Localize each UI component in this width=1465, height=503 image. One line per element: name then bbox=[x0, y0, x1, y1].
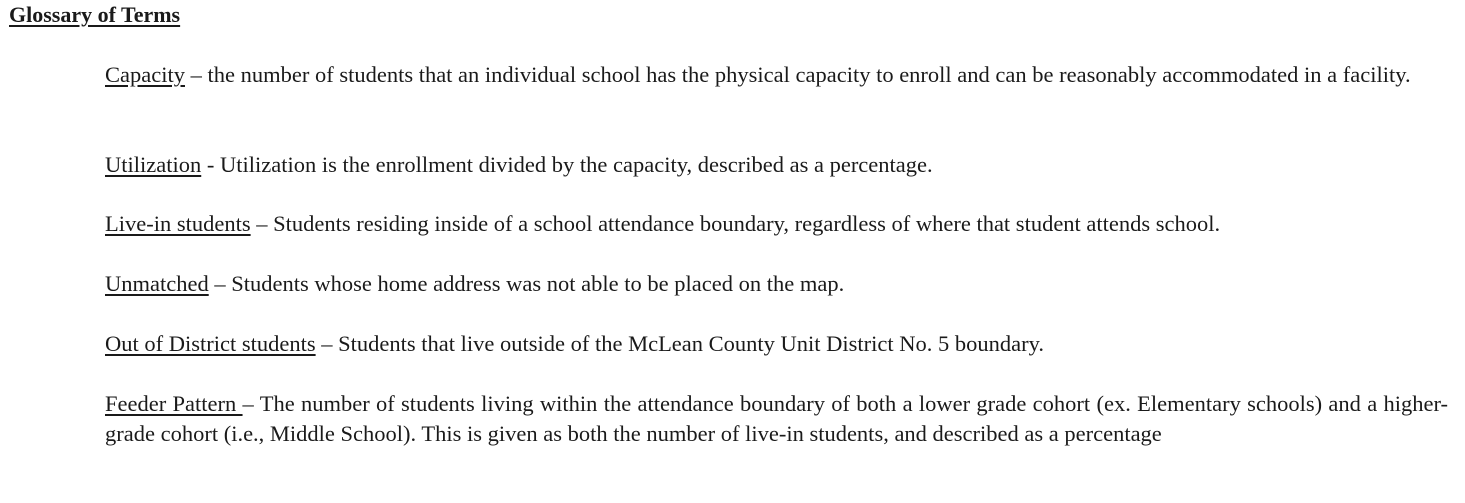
term-capacity: Capacity bbox=[105, 62, 185, 87]
separator: - bbox=[201, 152, 220, 177]
term-out-of-district-students: Out of District students bbox=[105, 331, 316, 356]
term-unmatched: Unmatched bbox=[105, 271, 209, 296]
glossary-entry-out-of-district-students bbox=[105, 329, 1448, 359]
glossary-entry-live-in-students bbox=[105, 209, 1448, 239]
glossary-entry-feeder-pattern bbox=[105, 389, 1448, 449]
definition-out-of-district-students: Students that live outside of the McLean County Unit District No. 5 boundary. bbox=[338, 331, 1045, 356]
definition-capacity: the number of students that an individual school has the physical capacity to enroll and can be reasonably accommodated in a facility. bbox=[207, 62, 1411, 87]
term-live-in-students: Live-in students bbox=[105, 211, 251, 236]
separator: – bbox=[208, 271, 232, 296]
definition-live-in-students: Students residing inside of a school attendance boundary, regardless of where that student attends school. bbox=[273, 211, 1221, 236]
glossary-entry-unmatched bbox=[105, 269, 1448, 299]
term-utilization: Utilization bbox=[105, 152, 202, 177]
definition-feeder-pattern: The number of students living within the attendance boundary of both a lower grade cohort (ex. Elementary schools) and a higher-grade cohort (i.e., Middle School). This is given as both the number of live-in students, and described as a percentage bbox=[105, 391, 1449, 446]
definition-utilization: Utilization is the enrollment divided by the capacity, described as a percentage. bbox=[219, 152, 933, 177]
separator: – bbox=[242, 391, 260, 416]
separator: – bbox=[315, 331, 339, 356]
separator: – bbox=[184, 62, 208, 87]
definition-unmatched: Students whose home address was not able to be placed on the map. bbox=[231, 271, 845, 296]
glossary-heading: Glossary of Terms bbox=[9, 2, 181, 27]
glossary-entry-utilization bbox=[105, 150, 1448, 180]
glossary-entry-capacity bbox=[105, 60, 1448, 90]
separator: – bbox=[250, 211, 274, 236]
term-feeder-pattern: Feeder Pattern bbox=[105, 391, 243, 416]
